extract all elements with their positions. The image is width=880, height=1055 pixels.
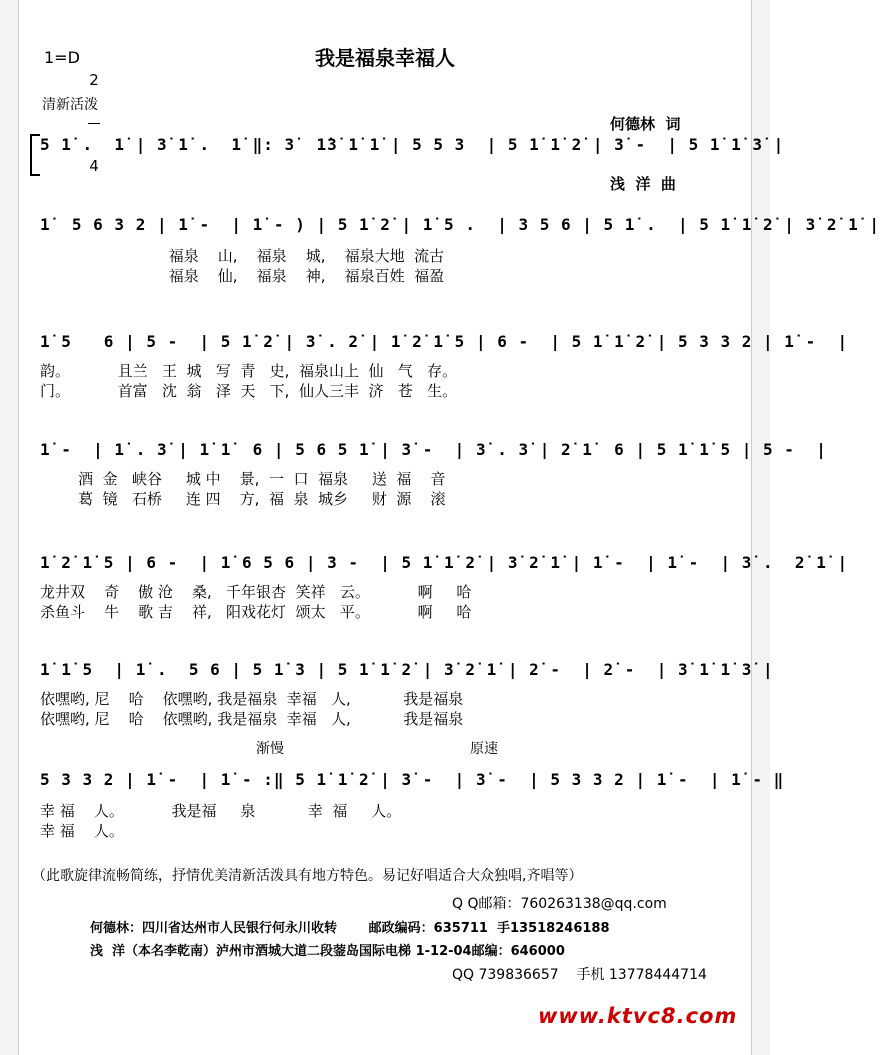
notation-line: 1̇ 5 6 3 2 | 1̇ - | 1̇ - ) | 5 1̇ 2̇ | 1̇ 5 . | 3 5 6 | 5 1̇ . | 5 1̇ 1̇ 2̇ | 3̇ 2̇ 1̇ |: [40, 215, 880, 234]
lyrics-verse-2: 门。 首富 沈 翁 泽 天 下, 仙人三丰 济 苍 生。: [40, 382, 458, 400]
left-watermark-strip: [0, 0, 19, 1055]
contact-lyricist: 何德林：四川省达州市人民银行何永川收转 邮政编码：635711 手13518246188: [90, 921, 610, 936]
contact-qq-email: Q Q邮箱：760263138@qq.com: [452, 896, 667, 912]
tempo-marking: 清新活泼: [42, 97, 98, 113]
lyrics-verse-2: 依嘿哟, 尼 哈 依嘿哟, 我是福泉 幸福 人, 我是福泉: [40, 710, 464, 728]
lyrics-verse-1: 福泉 山, 福泉 城, 福泉大地 流古: [40, 247, 445, 265]
time-signature-bottom: 4: [89, 157, 99, 175]
notation-line: 1̇ 2̇ 1̇ 5 | 6 - | 1̇ 6 5 6 | 3 - | 5 1̇ 1̇ 2̇ | 3̇ 2̇ 1̇ | 1̇ - | 1̇ - | 3̇ . 2̇ 1̇ |: [40, 553, 849, 572]
key-signature: 1=D: [44, 48, 80, 67]
lyrics-verse-2: 葛 镜 石桥 连 四 方, 福 泉 城乡 财 源 滚: [40, 490, 446, 508]
system-bracket: [30, 134, 40, 176]
lyrics-verse-2: 杀鱼斗 牛 歌 吉 祥, 阳戏花灯 颂太 平。 啊 哈: [40, 603, 472, 621]
a-tempo-mark: 原速: [470, 741, 498, 757]
composer: 浅 洋 曲: [610, 175, 676, 193]
lyrics-verse-1: 龙井双 奇 傲 沧 桑, 千年银杏 笑祥 云。 啊 哈: [40, 583, 472, 601]
notation-line: 1̇ - | 1̇ . 3̇ | 1̇ 1̇ 6 | 5 6 5 1̇ | 3̇ - | 3̇ . 3̇ | 2̇ 1̇ 6 | 5 1̇ 1̇ 5 | 5 - |: [40, 440, 827, 459]
song-title: 我是福泉幸福人: [315, 46, 455, 70]
time-signature-top: 2: [89, 71, 99, 89]
notation-line: 1̇ 1̇ 5 | 1̇ . 5 6 | 5 1̇ 3 | 5 1̇ 1̇ 2̇ | 3̇ 2̇ 1̇ | 2̇ - | 2̇ - | 3̇ 1̇ 1̇ 3̇ |: [40, 660, 774, 679]
notation-line: 5 1̇ . 1̇ | 3̇ 1̇ . 1̇ ‖: 3̇ 1̇3̇ 1̇ 1̇ | 5 5 3 | 5 1̇ 1̇ 2̇ | 3̇ - | 5 1̇ 1̇ 3̇ |: [40, 135, 785, 154]
notation-line: 1̇ 5 6 | 5 - | 5 1̇ 2̇ | 3̇ . 2̇ | 1̇ 2̇ 1̇ 5 | 6 - | 5 1̇ 1̇ 2̇ | 5 3 3 2 | 1̇ - |: [40, 332, 849, 351]
lyrics-verse-2: 幸 福 人。: [40, 822, 124, 840]
lyrics-verse-1: 依嘿哟, 尼 哈 依嘿哟, 我是福泉 幸福 人, 我是福泉: [40, 690, 464, 708]
lyrics-verse-1: 酒 金 峡谷 城 中 景, 一 口 福泉 送 福 音: [40, 470, 446, 488]
site-logo: www.ktvc8.com: [538, 1004, 738, 1028]
lyricist: 何德林 词: [610, 115, 681, 133]
contact-phone: QQ 739836657 手机 13778444714: [452, 967, 707, 983]
lyrics-verse-2: 福泉 仙, 福泉 神, 福泉百姓 福盈: [40, 267, 445, 285]
time-signature-line: [88, 123, 100, 124]
contact-composer: 浅 洋（本名李乾南）泸州市酒城大道二段蓥岛国际电梯 1-12-04邮编：646000: [90, 944, 565, 959]
right-watermark-strip: [751, 0, 770, 1055]
lyrics-verse-1: 幸 福 人。 我是福 泉 幸 福 人。: [40, 802, 402, 820]
lyrics-verse-1: 韵。 且兰 王 城 写 青 史, 福泉山上 仙 气 存。: [40, 362, 458, 380]
song-footnote: （此歌旋律流畅简练，抒情优美清新活泼具有地方特色。易记好唱适合大众独唱,齐唱等）: [32, 868, 583, 884]
notation-line: 5 3 3 2 | 1̇ - | 1̇ - :‖ 5 1̇ 1̇ 2̇ | 3̇ - | 3̇ - | 5 3 3 2 | 1̇ - | 1̇ - ‖: [40, 770, 785, 789]
ritardando-mark: 渐慢: [256, 741, 284, 757]
